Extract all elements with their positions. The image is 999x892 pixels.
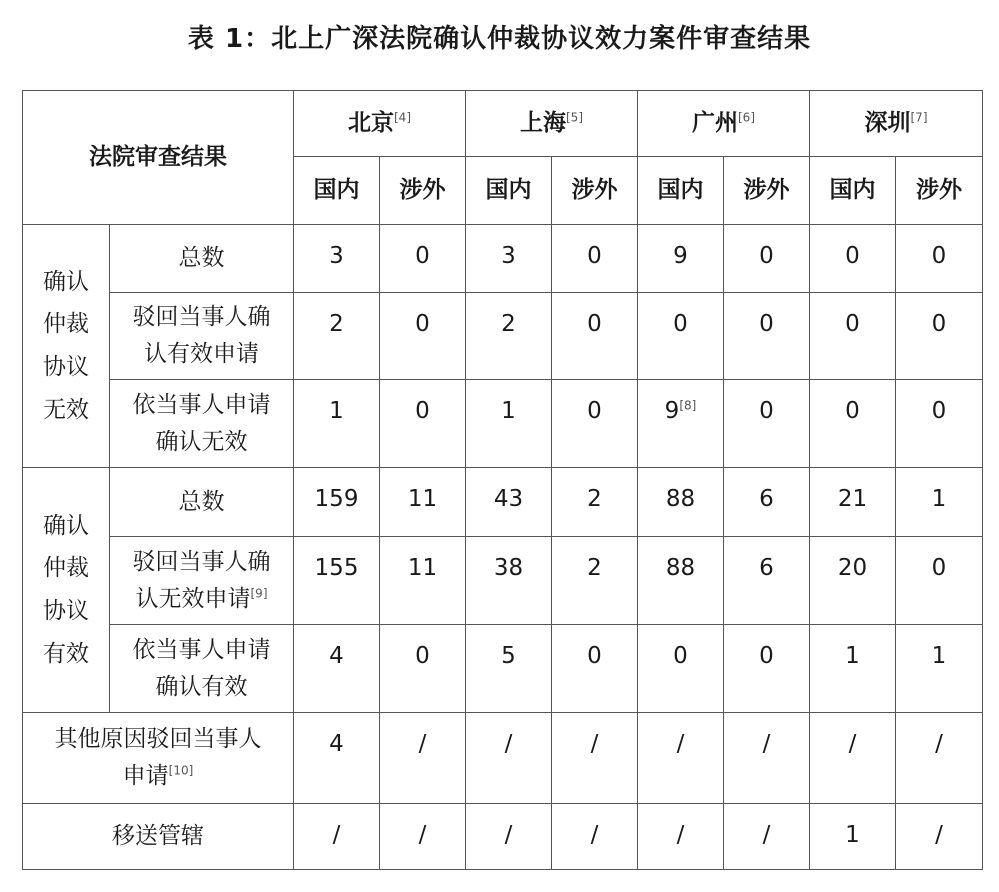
table-row	[23, 293, 983, 380]
value: 155	[314, 555, 359, 581]
value-cell	[896, 225, 983, 293]
city-header	[810, 91, 983, 157]
value-cell	[552, 804, 638, 870]
footnote-ref: [10]	[168, 763, 194, 778]
row-category	[110, 468, 294, 537]
value-cell	[294, 804, 380, 870]
group-label-line: 仲裁	[43, 555, 89, 582]
footnote-ref: [6]	[738, 110, 755, 125]
value-cell	[896, 380, 983, 468]
value-cell	[466, 293, 552, 380]
city-name: 北京	[348, 109, 394, 136]
table-row	[23, 380, 983, 468]
value-cell	[810, 225, 896, 293]
category-line: 申请	[122, 763, 169, 789]
value: 38	[493, 555, 524, 581]
value-cell	[380, 537, 466, 625]
value: 0	[587, 643, 602, 669]
value-cell	[810, 625, 896, 713]
subheader-domestic: 国内	[810, 157, 896, 225]
value-cell	[552, 225, 638, 293]
value-cell	[466, 225, 552, 293]
table-row	[23, 713, 983, 804]
value-cell	[466, 537, 552, 625]
corner-label: 法院审查结果	[89, 143, 227, 170]
value: 1	[845, 643, 860, 669]
value: /	[418, 822, 427, 848]
value: 6	[759, 486, 774, 512]
value: 0	[845, 311, 860, 337]
value-cell	[380, 713, 466, 804]
value-cell	[810, 537, 896, 625]
value: /	[504, 822, 513, 848]
category-line: 依当事人申请	[132, 636, 271, 663]
value-cell	[294, 380, 380, 468]
value: 6	[759, 555, 774, 581]
footnote-ref: [8]	[679, 398, 697, 413]
category-line: 认无效申请	[135, 585, 251, 612]
value-cell	[552, 625, 638, 713]
value: 20	[837, 555, 868, 581]
value: 0	[931, 243, 947, 269]
value-cell	[896, 537, 983, 625]
value-cell	[466, 713, 552, 804]
value: 11	[407, 486, 438, 512]
value-cell	[896, 713, 983, 804]
value-cell	[380, 804, 466, 870]
value: 2	[501, 311, 516, 337]
category-line: 总数	[178, 245, 225, 272]
table-row	[23, 804, 983, 870]
value: /	[762, 731, 771, 757]
value: /	[762, 822, 771, 848]
value-cell	[724, 293, 810, 380]
value-cell	[810, 468, 896, 537]
value: 0	[759, 311, 774, 337]
table-row	[23, 468, 983, 537]
value: 0	[759, 643, 774, 669]
group-label-line: 有效	[43, 640, 89, 667]
value-cell	[638, 537, 724, 625]
group-label-line: 确认	[43, 512, 89, 539]
value: 0	[759, 398, 774, 424]
value-cell	[724, 537, 810, 625]
value-cell	[294, 537, 380, 625]
value: /	[418, 731, 427, 757]
value: 1	[931, 486, 947, 512]
value-cell	[724, 625, 810, 713]
value-cell	[466, 804, 552, 870]
value-cell	[552, 293, 638, 380]
value: 1	[329, 398, 344, 424]
value-cell	[638, 468, 724, 537]
value-cell	[896, 293, 983, 380]
value: 0	[759, 243, 774, 269]
value-cell	[724, 225, 810, 293]
subheader-foreign: 涉外	[896, 157, 983, 225]
value: 1	[501, 398, 516, 424]
value: /	[504, 731, 513, 757]
value: /	[848, 731, 857, 757]
city-header	[466, 91, 638, 157]
value: 0	[931, 555, 947, 581]
value-cell	[638, 713, 724, 804]
value-cell	[638, 625, 724, 713]
value-cell	[552, 537, 638, 625]
review-results-table	[22, 90, 983, 870]
value: /	[935, 731, 943, 757]
value: 2	[587, 555, 602, 581]
group-label-line: 协议	[43, 598, 89, 624]
category-line: 总数	[178, 488, 225, 515]
value-cell	[638, 380, 724, 468]
value-cell	[552, 380, 638, 468]
value-cell	[466, 468, 552, 537]
value: 0	[415, 398, 430, 424]
city-header	[294, 91, 466, 157]
value: /	[935, 822, 943, 848]
subheader-foreign: 涉外	[380, 157, 466, 225]
table-row	[23, 625, 983, 713]
value-cell	[380, 625, 466, 713]
group-label-line: 无效	[43, 396, 89, 423]
value: 11	[407, 555, 438, 581]
row-category	[23, 804, 294, 870]
value: 159	[314, 486, 359, 512]
value-cell	[896, 625, 983, 713]
category-line: 其他原因驳回当事人	[54, 726, 262, 753]
row-category	[110, 225, 294, 293]
value-cell	[724, 713, 810, 804]
value-cell	[638, 225, 724, 293]
value: 2	[329, 311, 344, 337]
value: 0	[673, 311, 688, 337]
table-title: 表 1：北上广深法院确认仲裁协议效力案件审查结果	[187, 24, 812, 54]
value-cell	[724, 380, 810, 468]
value-cell	[638, 804, 724, 870]
value: 9	[673, 243, 688, 269]
city-header	[638, 91, 810, 157]
value: 0	[845, 398, 860, 424]
subheader-domestic: 国内	[294, 157, 380, 225]
value: 88	[665, 555, 696, 581]
subheader-domestic: 国内	[466, 157, 552, 225]
value-cell	[466, 625, 552, 713]
value-cell	[552, 713, 638, 804]
row-category	[23, 713, 294, 804]
value-cell	[810, 293, 896, 380]
value: 0	[587, 243, 602, 269]
footnote-ref: [9]	[250, 585, 268, 600]
category-line: 确认无效	[155, 428, 248, 455]
value: 21	[837, 486, 868, 512]
value-cell	[810, 804, 896, 870]
value: /	[676, 731, 685, 757]
value: 4	[329, 643, 344, 669]
value: 9	[664, 398, 680, 424]
table-row	[23, 537, 983, 625]
value-cell	[380, 380, 466, 468]
corner-header	[23, 91, 294, 225]
value: 2	[587, 486, 602, 512]
value-cell	[380, 293, 466, 380]
value: 1	[931, 643, 947, 669]
value-cell	[810, 380, 896, 468]
row-category	[110, 380, 294, 468]
row-category	[110, 625, 294, 713]
city-name: 深圳	[864, 109, 911, 136]
value-cell	[380, 225, 466, 293]
row-category	[110, 537, 294, 625]
value-cell	[294, 468, 380, 537]
value: 88	[665, 486, 696, 512]
value: 0	[415, 243, 430, 269]
value: 3	[329, 243, 344, 269]
value-cell	[810, 713, 896, 804]
row-category	[110, 293, 294, 380]
value-cell	[896, 804, 983, 870]
table-row	[23, 225, 983, 293]
subheader-foreign: 涉外	[552, 157, 638, 225]
category-line: 驳回当事人确	[132, 548, 271, 575]
value-cell	[466, 380, 552, 468]
value: 0	[931, 398, 947, 424]
value-cell	[896, 468, 983, 537]
value: 0	[415, 311, 430, 337]
city-name: 上海	[520, 109, 566, 136]
value: /	[332, 822, 341, 848]
group-label	[23, 225, 110, 468]
footnote-ref: [4]	[394, 110, 411, 125]
value: /	[590, 731, 599, 757]
category-line: 驳回当事人确	[132, 304, 271, 331]
value-cell	[294, 225, 380, 293]
value: 0	[845, 243, 860, 269]
value: /	[676, 822, 685, 848]
subheader-domestic: 国内	[638, 157, 724, 225]
value-cell	[724, 468, 810, 537]
value-cell	[294, 293, 380, 380]
value: 4	[329, 731, 344, 757]
category-line: 确认有效	[155, 673, 248, 700]
group-label-line: 协议	[43, 354, 89, 380]
header-row-cities	[23, 91, 983, 157]
footnote-ref: [5]	[566, 110, 583, 125]
group-label	[23, 468, 110, 713]
group-label-line: 仲裁	[43, 311, 89, 338]
value-cell	[380, 468, 466, 537]
group-label-line: 确认	[43, 268, 89, 295]
value-cell	[294, 625, 380, 713]
value: 1	[845, 822, 860, 848]
value: 0	[587, 398, 602, 424]
value: 0	[931, 311, 947, 337]
category-line: 认有效申请	[144, 341, 259, 367]
category-line: 依当事人申请	[132, 391, 271, 418]
value: 3	[501, 243, 516, 269]
value: 43	[493, 486, 524, 512]
value: 0	[673, 643, 688, 669]
subheader-foreign: 涉外	[724, 157, 810, 225]
value: 0	[415, 643, 430, 669]
city-name: 广州	[692, 109, 738, 136]
footnote-ref: [7]	[910, 110, 928, 125]
value: 5	[501, 643, 516, 669]
value-cell	[638, 293, 724, 380]
value-cell	[724, 804, 810, 870]
value-cell	[294, 713, 380, 804]
value: /	[590, 822, 599, 848]
category-line: 移送管辖	[112, 823, 204, 850]
value: 0	[587, 311, 602, 337]
value-cell	[552, 468, 638, 537]
